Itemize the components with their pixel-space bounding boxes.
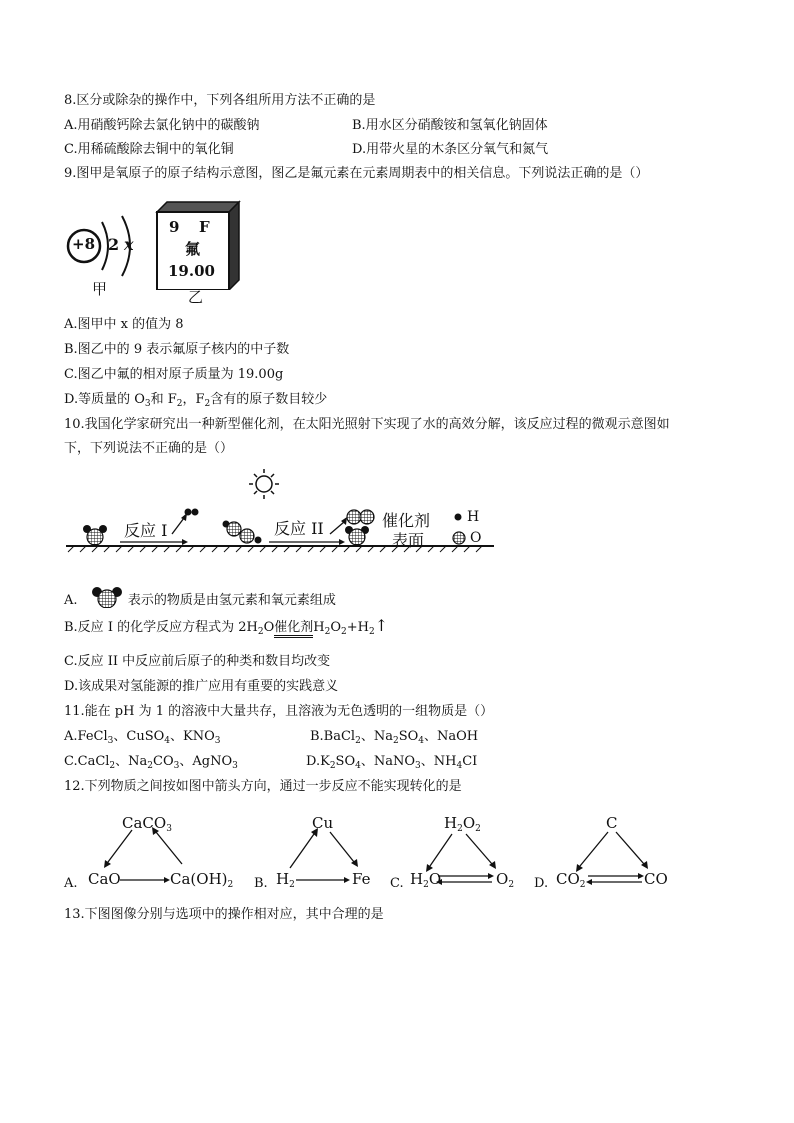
q8-option-c: C.用稀硫酸除去铜中的氧化铜 — [64, 142, 234, 157]
water-molecule-icon — [90, 586, 124, 608]
q12-option-b-diagram: B. Cu $H_2$ Fe — [254, 814, 371, 891]
q10-option-b: B.反应 I 的化学反应方程式为 $2H_2O$催化剂$H_2O_2+H_2↑$ — [64, 616, 389, 637]
atomic-mass: 19.00 — [168, 262, 215, 280]
q10-option-d: D.该成果对氢能源的推广应用有重要的实践意义 — [64, 679, 339, 694]
q9-option-c: C.图乙中氟的相对原子质量为 19.00g — [64, 367, 284, 382]
q11-stem: 11.能在 pH 为 1 的溶液中大量共存，且溶液为无色透明的一组物质是（） — [64, 704, 494, 719]
reaction-1-label: 反应 I — [124, 521, 168, 540]
label-jia: 甲 — [92, 280, 108, 298]
reaction-microscopic-diagram — [64, 466, 494, 566]
q10-stem-line2: 下，下列说法不正确的是（） — [64, 441, 234, 456]
nucleus-charge: +8 — [72, 235, 96, 253]
q10-option-c: C.反应 II 中反应前后原子的种类和数目均改变 — [64, 654, 331, 669]
q11-option-c: C.CaCl$_2$、$Na_2CO_3$、AgNO$_3$ — [64, 754, 238, 771]
formula-co: CO — [644, 870, 668, 888]
q9-stem: 9.图甲是氧原子的原子结构示意图，图乙是氟元素在元素周期表中的相关信息。下列说法正确的是（） — [64, 166, 649, 181]
formula-c: C — [606, 814, 618, 832]
q11-option-d: $D.K_2SO_4$、NaNO$_3$、$NH_4CI$ — [306, 754, 478, 771]
formula-h2o2: $H_2O_2$ — [444, 814, 481, 834]
formula-caoh2: $Ca(OH)_2$ — [170, 870, 234, 890]
reaction-2-label: 反应 II — [274, 519, 324, 538]
element-symbol: F — [199, 218, 210, 236]
sun-icon — [249, 469, 279, 499]
formula-o2: $O_2$ — [496, 870, 515, 890]
element-name: 氟 — [185, 240, 201, 258]
formula-h2o: $H_2O$ — [410, 870, 442, 890]
q12-option-c-diagram: C. $H_2O_2$ $H_2O$ $O_2$ — [390, 814, 515, 891]
catalyst-label: 催化剂 — [382, 511, 431, 530]
q9-option-b: B.图乙中的 9 表示氟原子核内的中子数 — [64, 342, 290, 357]
q11-option-b: B.BaCl$_2$、$Na_2SO_4$、NaOH — [310, 729, 479, 746]
legend-o: O — [470, 530, 482, 546]
formula-co2: $CO_2$ — [556, 870, 586, 890]
atomic-number: 9 — [169, 218, 180, 236]
q13-stem: 13.下图图像分别与选项中的操作相对应，其中合理的是 — [64, 907, 384, 922]
q8-option-a: A.用硝酸钙除去氯化钠中的碳酸钠 — [64, 118, 260, 133]
fluorine-periodic-cell — [155, 200, 245, 305]
q10-option-a: A. 表示的物质是由氢元素和氧元素组成 — [64, 586, 336, 610]
q8-option-d: D.用带火星的木条区分氧气和氮气 — [352, 142, 549, 157]
formula-caco3: CaCO$_3$ — [122, 814, 172, 834]
label-yi: 乙 — [188, 288, 204, 306]
q10-stem-line1: 10.我国化学家研究出一种新型催化剂，在太阳光照射下实现了水的高效分解，该反应过程的微观示意图如 — [64, 417, 670, 432]
q9-option-a: A.图甲中 x 的值为 8 — [64, 317, 184, 332]
catalyst-surface-label: 表面 — [392, 531, 425, 550]
shell-1-electrons: 2 — [108, 235, 120, 254]
formula-cu: Cu — [312, 814, 334, 832]
catalyst-condition: 催化剂 — [274, 620, 313, 638]
formula-cao: CaO — [88, 870, 121, 888]
shell-2-electrons: x — [124, 235, 134, 254]
q12-option-a-diagram: A. CaCO$_3$ CaO $Ca(OH)_2$ — [64, 814, 234, 891]
q12-option-d-diagram: D. C $CO_2$ CO — [534, 814, 668, 891]
formula-fe: Fe — [352, 870, 371, 888]
formula-h2: $H_2$ — [276, 870, 295, 890]
q8-stem: 8.区分或除杂的操作中，下列各组所用方法不正确的是 — [64, 93, 376, 108]
legend-h: H — [467, 509, 480, 525]
q11-option-a: A.FeCl$_3$、CuSO$_4$、$KNO_3$ — [64, 729, 221, 746]
q8-option-b: B.用水区分硝酸铵和氢氧化钠固体 — [352, 118, 548, 133]
q12-stem: 12.下列物质之间按如图中箭头方向，通过一步反应不能实现转化的是 — [64, 779, 462, 794]
oxygen-atom-diagram — [62, 198, 152, 298]
q9-option-d: D.等质量的 $O_3$和 $F_2$，$F_2$含有的原子数目较少 — [64, 392, 328, 409]
